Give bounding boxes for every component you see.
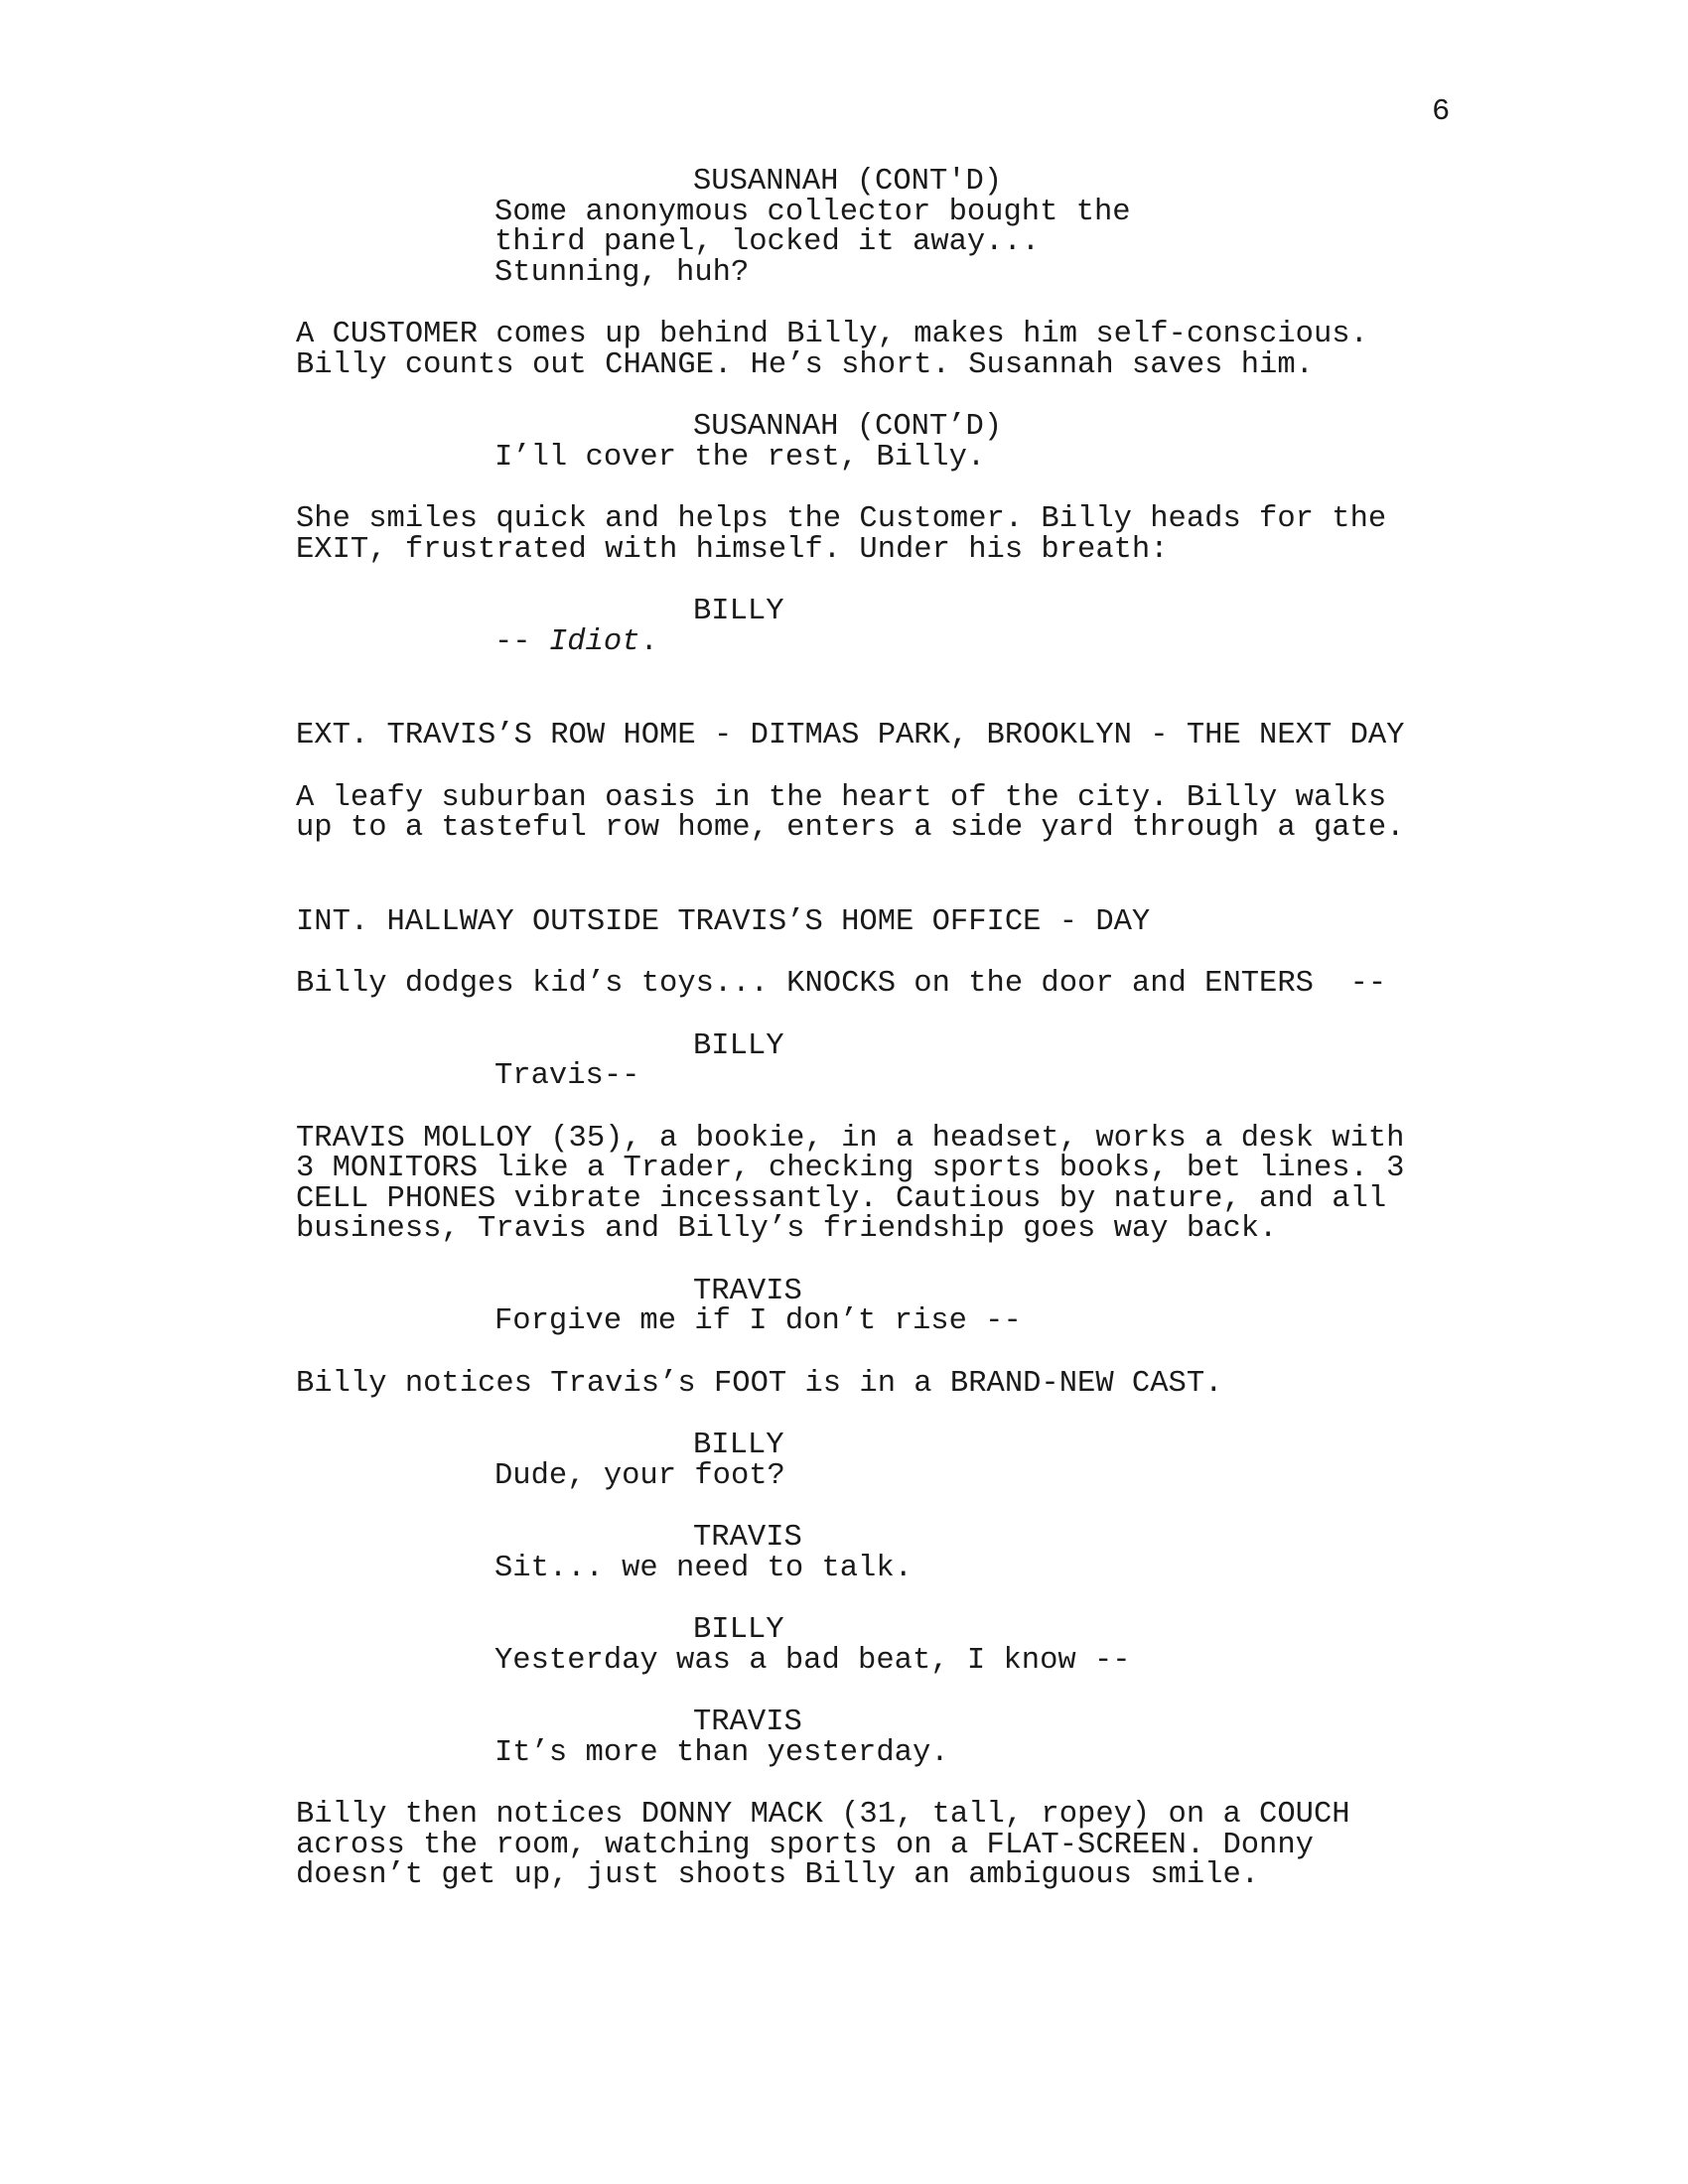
action-line: A leafy suburban oasis in the heart of the city. Billy walks <box>296 780 1387 815</box>
dialogue-block <box>296 1523 1487 1583</box>
action-block <box>296 780 1487 845</box>
dialogue-block <box>296 1028 1487 1093</box>
action-line: doesn’t get up, just shoots Billy an ambiguous smile. <box>296 1858 1260 1892</box>
action-line: A CUSTOMER comes up behind Billy, makes him self-conscious. <box>296 318 1368 351</box>
dialogue-line: third panel, locked it away... <box>494 225 1041 259</box>
scene-heading-text: EXT. TRAVIS’S ROW HOME - DITMAS PARK, BROOKLYN - THE NEXT DAY <box>296 719 1405 752</box>
dialogue-block <box>296 167 1487 288</box>
action-block <box>296 320 1487 380</box>
dialogue-line: Sit... we need to talk. <box>494 1551 913 1585</box>
dialogue-line: Stunning, huh? <box>494 255 750 290</box>
scene-heading <box>296 904 1487 939</box>
action-block <box>296 1366 1487 1401</box>
action-line: Billy notices Travis’s FOOT is in a BRAND-NEW CAST. <box>296 1366 1223 1401</box>
action-line: EXIT, frustrated with himself. Under his breath: <box>296 532 1169 567</box>
dialogue-block <box>296 1431 1487 1491</box>
dialogue-line: Yesterday was a bad beat, I know -- <box>494 1643 1131 1678</box>
dialogue-line <box>494 624 1190 659</box>
dialogue-block <box>296 597 1487 657</box>
dialogue-line: Dude, your foot? <box>494 1458 785 1493</box>
page-number: 6 <box>1432 95 1451 129</box>
scene-heading <box>296 721 1487 751</box>
character-cue: TRAVIS <box>693 1706 802 1739</box>
action-line: Billy then notices DONNY MACK (31, tall, ropey) on a COUCH <box>296 1798 1350 1832</box>
action-line: across the room, watching sports on a FLAT-SCREEN. Donny <box>296 1828 1314 1862</box>
scene-heading-text: INT. HALLWAY OUTSIDE TRAVIS’S HOME OFFICE - DAY <box>296 904 1151 939</box>
character-cue: BILLY <box>693 1028 784 1063</box>
action-block <box>296 969 1487 1000</box>
action-line: Billy counts out CHANGE. He’s short. Susannah saves him. <box>296 347 1314 382</box>
dialogue-line: Travis-- <box>494 1059 640 1093</box>
dialogue-line: Forgive me if I don’t rise -- <box>494 1304 1022 1338</box>
dialogue-line: I’ll cover the rest, Billy. <box>494 440 986 475</box>
character-cue: BILLY <box>693 1613 784 1647</box>
dialogue-block <box>296 1707 1487 1768</box>
action-line: 3 MONITORS like a Trader, checking sports books, bet lines. 3 <box>296 1152 1405 1185</box>
action-line: CELL PHONES vibrate incessantly. Cautious by nature, and all <box>296 1181 1387 1216</box>
character-cue: TRAVIS <box>693 1274 802 1308</box>
action-block <box>296 504 1487 565</box>
dialogue-line: Some anonymous collector bought the <box>494 195 1131 229</box>
character-cue: BILLY <box>693 1429 784 1462</box>
character-cue: TRAVIS <box>693 1521 802 1555</box>
action-line: TRAVIS MOLLOY (35), a bookie, in a headset, works a desk with <box>296 1121 1405 1156</box>
dialogue-line: It’s more than yesterday. <box>494 1735 949 1770</box>
character-cue: SUSANNAH (CONT'D) <box>693 165 1003 199</box>
action-line: up to a tasteful row home, enters a side yard through a gate. <box>296 811 1405 845</box>
dialogue-block <box>296 1615 1487 1676</box>
dialogue-block <box>296 412 1487 473</box>
action-line: She smiles quick and helps the Customer. Billy heads for the <box>296 502 1387 536</box>
dialogue-suffix: . <box>639 624 658 659</box>
character-cue: SUSANNAH (CONT’D) <box>693 410 1003 444</box>
action-block <box>296 1121 1487 1246</box>
dialogue-prefix: -- <box>494 624 549 659</box>
action-block <box>296 1800 1487 1891</box>
action-line: Billy dodges kid’s toys... KNOCKS on the door and ENTERS -- <box>296 967 1387 1001</box>
screenplay-body <box>296 167 1487 1923</box>
dialogue-italic-word: Idiot <box>548 624 640 659</box>
action-line: business, Travis and Billy’s friendship goes way back. <box>296 1212 1278 1246</box>
character-cue: BILLY <box>693 595 784 628</box>
dialogue-block <box>296 1274 1487 1338</box>
